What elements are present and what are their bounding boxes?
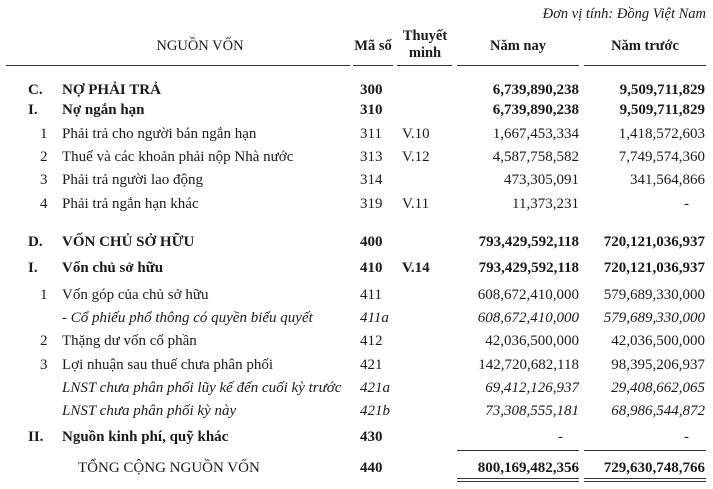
row-code: 314 — [360, 172, 383, 188]
row-label: Thuế và các khoản phải nộp Nhà nước — [62, 149, 294, 165]
table-row — [0, 147, 713, 167]
header-label: NGUỒN VỐN — [156, 38, 244, 54]
row-number: 2 — [40, 333, 48, 349]
subtotal-rule-previous — [584, 450, 706, 451]
row-code: 411a — [360, 310, 389, 326]
row-previous-year: 341,564,866 — [630, 172, 705, 188]
header-rule — [584, 65, 706, 66]
row-label: Nguồn kinh phí, quỹ khác — [62, 429, 229, 445]
header-rule — [457, 65, 579, 66]
row-code: 421b — [360, 403, 390, 419]
row-current-year: 4,587,758,582 — [492, 149, 579, 165]
row-code: 411 — [360, 287, 382, 303]
row-previous-year: 98,395,206,937 — [611, 357, 705, 373]
row-note: V.12 — [402, 149, 430, 165]
row-code: 410 — [360, 260, 383, 276]
table-row — [0, 285, 713, 305]
header-note-line2: minh — [408, 45, 442, 61]
row-current-year: 69,412,126,937 — [485, 380, 579, 396]
header-rule — [397, 65, 452, 66]
row-current-year: 1,667,453,334 — [492, 126, 579, 142]
row-number: 4 — [40, 196, 48, 212]
currency-unit-note: Đơn vị tính: Đồng Việt Nam — [542, 6, 706, 22]
row-label: Thặng dư vốn cổ phần — [62, 333, 197, 349]
row-previous-year: 579,689,330,000 — [603, 287, 705, 303]
row-number: C. — [28, 82, 43, 98]
row-label: Phải trả ngắn hạn khác — [62, 196, 199, 212]
table-row — [0, 308, 713, 328]
row-code: 400 — [360, 234, 383, 250]
row-previous-year: - — [684, 429, 689, 445]
table-row — [0, 331, 713, 351]
row-current-year: 6,739,890,238 — [492, 82, 579, 98]
row-number: D. — [28, 234, 43, 250]
row-number: 1 — [40, 126, 48, 142]
row-number: 3 — [40, 172, 48, 188]
row-previous-year: 42,036,500,000 — [611, 333, 705, 349]
row-number: I. — [28, 102, 38, 118]
table-row — [0, 100, 713, 120]
header-rule — [6, 65, 350, 66]
row-code: 310 — [360, 102, 383, 118]
row-number: 3 — [40, 357, 48, 373]
table-row — [0, 232, 713, 252]
row-label: Phải trả người lao động — [62, 172, 204, 188]
row-previous-year: 68,986,544,872 — [611, 403, 705, 419]
table-row — [0, 378, 713, 398]
row-previous-year: - — [684, 196, 689, 212]
row-label: - Cổ phiếu phổ thông có quyền biểu quyết — [62, 310, 313, 326]
row-current-year: 608,672,410,000 — [477, 287, 579, 303]
row-current-year: 11,373,231 — [512, 196, 579, 212]
row-label: NỢ PHẢI TRẢ — [62, 82, 161, 98]
row-label: Vốn góp của chủ sở hữu — [62, 287, 209, 303]
table-row — [0, 458, 713, 478]
table-row — [0, 80, 713, 100]
total-double-rule-current — [457, 478, 579, 482]
row-current-year: 800,169,482,356 — [477, 460, 579, 476]
row-current-year: 473,305,091 — [504, 172, 579, 188]
row-number: 2 — [40, 149, 48, 165]
row-current-year: 793,429,592,118 — [478, 260, 579, 276]
row-code: 421 — [360, 357, 383, 373]
row-note: V.10 — [402, 126, 430, 142]
row-note: V.14 — [402, 260, 430, 276]
row-code: 300 — [360, 82, 383, 98]
table-row — [0, 124, 713, 144]
row-current-year: 142,720,682,118 — [478, 357, 579, 373]
header-rule — [353, 65, 393, 66]
row-label: Nợ ngắn hạn — [62, 102, 145, 118]
row-current-year: 42,036,500,000 — [485, 333, 579, 349]
row-label: VỐN CHỦ SỞ HỮU — [62, 234, 195, 250]
row-previous-year: 7,749,574,360 — [618, 149, 705, 165]
row-code: 319 — [360, 196, 383, 212]
row-previous-year: 720,121,036,937 — [603, 260, 705, 276]
row-number: 1 — [40, 287, 48, 303]
row-number: I. — [28, 260, 38, 276]
row-previous-year: 29,408,662,065 — [611, 380, 705, 396]
row-number: II. — [28, 429, 44, 445]
row-code: 430 — [360, 429, 383, 445]
row-current-year: - — [558, 429, 563, 445]
row-code: 412 — [360, 333, 383, 349]
table-row — [0, 427, 713, 447]
table-row — [0, 194, 713, 214]
row-current-year: 608,672,410,000 — [477, 310, 579, 326]
table-row — [0, 355, 713, 375]
table-row — [0, 170, 713, 190]
row-label: TỔNG CỘNG NGUỒN VỐN — [78, 460, 260, 476]
row-previous-year: 720,121,036,937 — [603, 234, 705, 250]
row-previous-year: 729,630,748,766 — [603, 460, 705, 476]
header-previous-year: Năm trước — [611, 38, 679, 54]
row-code: 311 — [360, 126, 382, 142]
row-label: Vốn chủ sở hữu — [62, 260, 164, 276]
row-current-year: 793,429,592,118 — [478, 234, 579, 250]
table-row — [0, 401, 713, 421]
row-label: LNST chưa phân phối kỳ này — [62, 403, 237, 419]
header-note-line1: Thuyết — [402, 28, 448, 44]
row-previous-year: 9,509,711,829 — [619, 102, 705, 118]
row-label: Lợi nhuận sau thuế chưa phân phối — [62, 357, 274, 373]
table-row — [0, 258, 713, 278]
header-current-year: Năm nay — [490, 38, 546, 54]
subtotal-rule-current — [457, 450, 579, 451]
row-note: V.11 — [402, 196, 430, 212]
row-previous-year: 579,689,330,000 — [603, 310, 705, 326]
row-previous-year: 9,509,711,829 — [619, 82, 705, 98]
row-current-year: 6,739,890,238 — [492, 102, 579, 118]
row-code: 421a — [360, 380, 390, 396]
row-previous-year: 1,418,572,603 — [618, 126, 705, 142]
row-current-year: 73,308,555,181 — [485, 403, 579, 419]
row-code: 313 — [360, 149, 383, 165]
header-note — [396, 28, 454, 62]
total-double-rule-previous — [584, 478, 706, 482]
row-label: Phải trả cho người bán ngắn hạn — [62, 126, 257, 142]
row-label: LNST chưa phân phối lũy kế đến cuối kỳ trước — [62, 380, 342, 396]
row-code: 440 — [360, 460, 383, 476]
header-code: Mã số — [354, 38, 392, 54]
